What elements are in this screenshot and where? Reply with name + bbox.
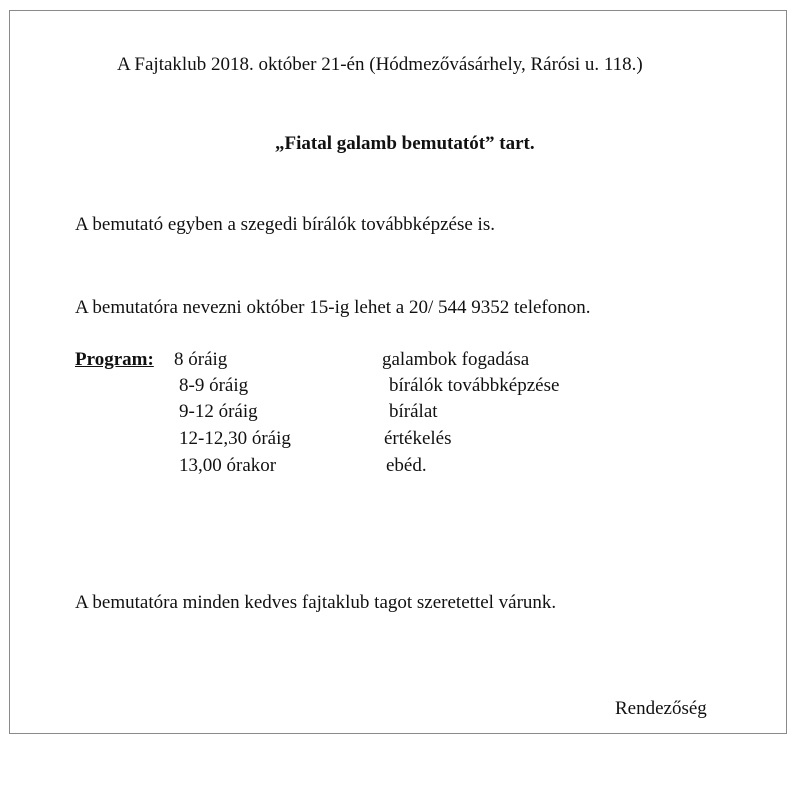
program-label: Program: bbox=[75, 349, 154, 370]
closing-text: A bemutatóra minden kedves fajtaklub tagot szeretettel várunk. bbox=[75, 592, 557, 613]
program-time: 8 óráig bbox=[174, 349, 228, 370]
program-activity: galambok fogadása bbox=[382, 349, 530, 370]
intro-text: A Fajtaklub 2018. október 21-én (Hódmezővásárhely, Rárósi u. 118.) bbox=[117, 54, 643, 75]
program-activity: bírálat bbox=[389, 401, 438, 422]
program-time: 9-12 óráig bbox=[179, 401, 258, 422]
program-time: 12-12,30 óráig bbox=[179, 428, 291, 449]
program-time: 8-9 óráig bbox=[179, 375, 249, 396]
document-border bbox=[9, 10, 787, 734]
event-title: „Fiatal galamb bemutatót” tart. bbox=[275, 133, 535, 154]
program-activity: bírálók továbbképzése bbox=[389, 375, 560, 396]
info-line: A bemutató egyben a szegedi bírálók továbbképzése is. bbox=[75, 214, 495, 235]
program-activity: ebéd. bbox=[386, 455, 427, 476]
program-activity: értékelés bbox=[384, 428, 452, 449]
info-line: A bemutatóra nevezni október 15-ig lehet a 20/ 544 9352 telefonon. bbox=[75, 297, 591, 318]
program-time: 13,00 órakor bbox=[179, 455, 277, 476]
signature: Rendezőség bbox=[615, 698, 707, 719]
